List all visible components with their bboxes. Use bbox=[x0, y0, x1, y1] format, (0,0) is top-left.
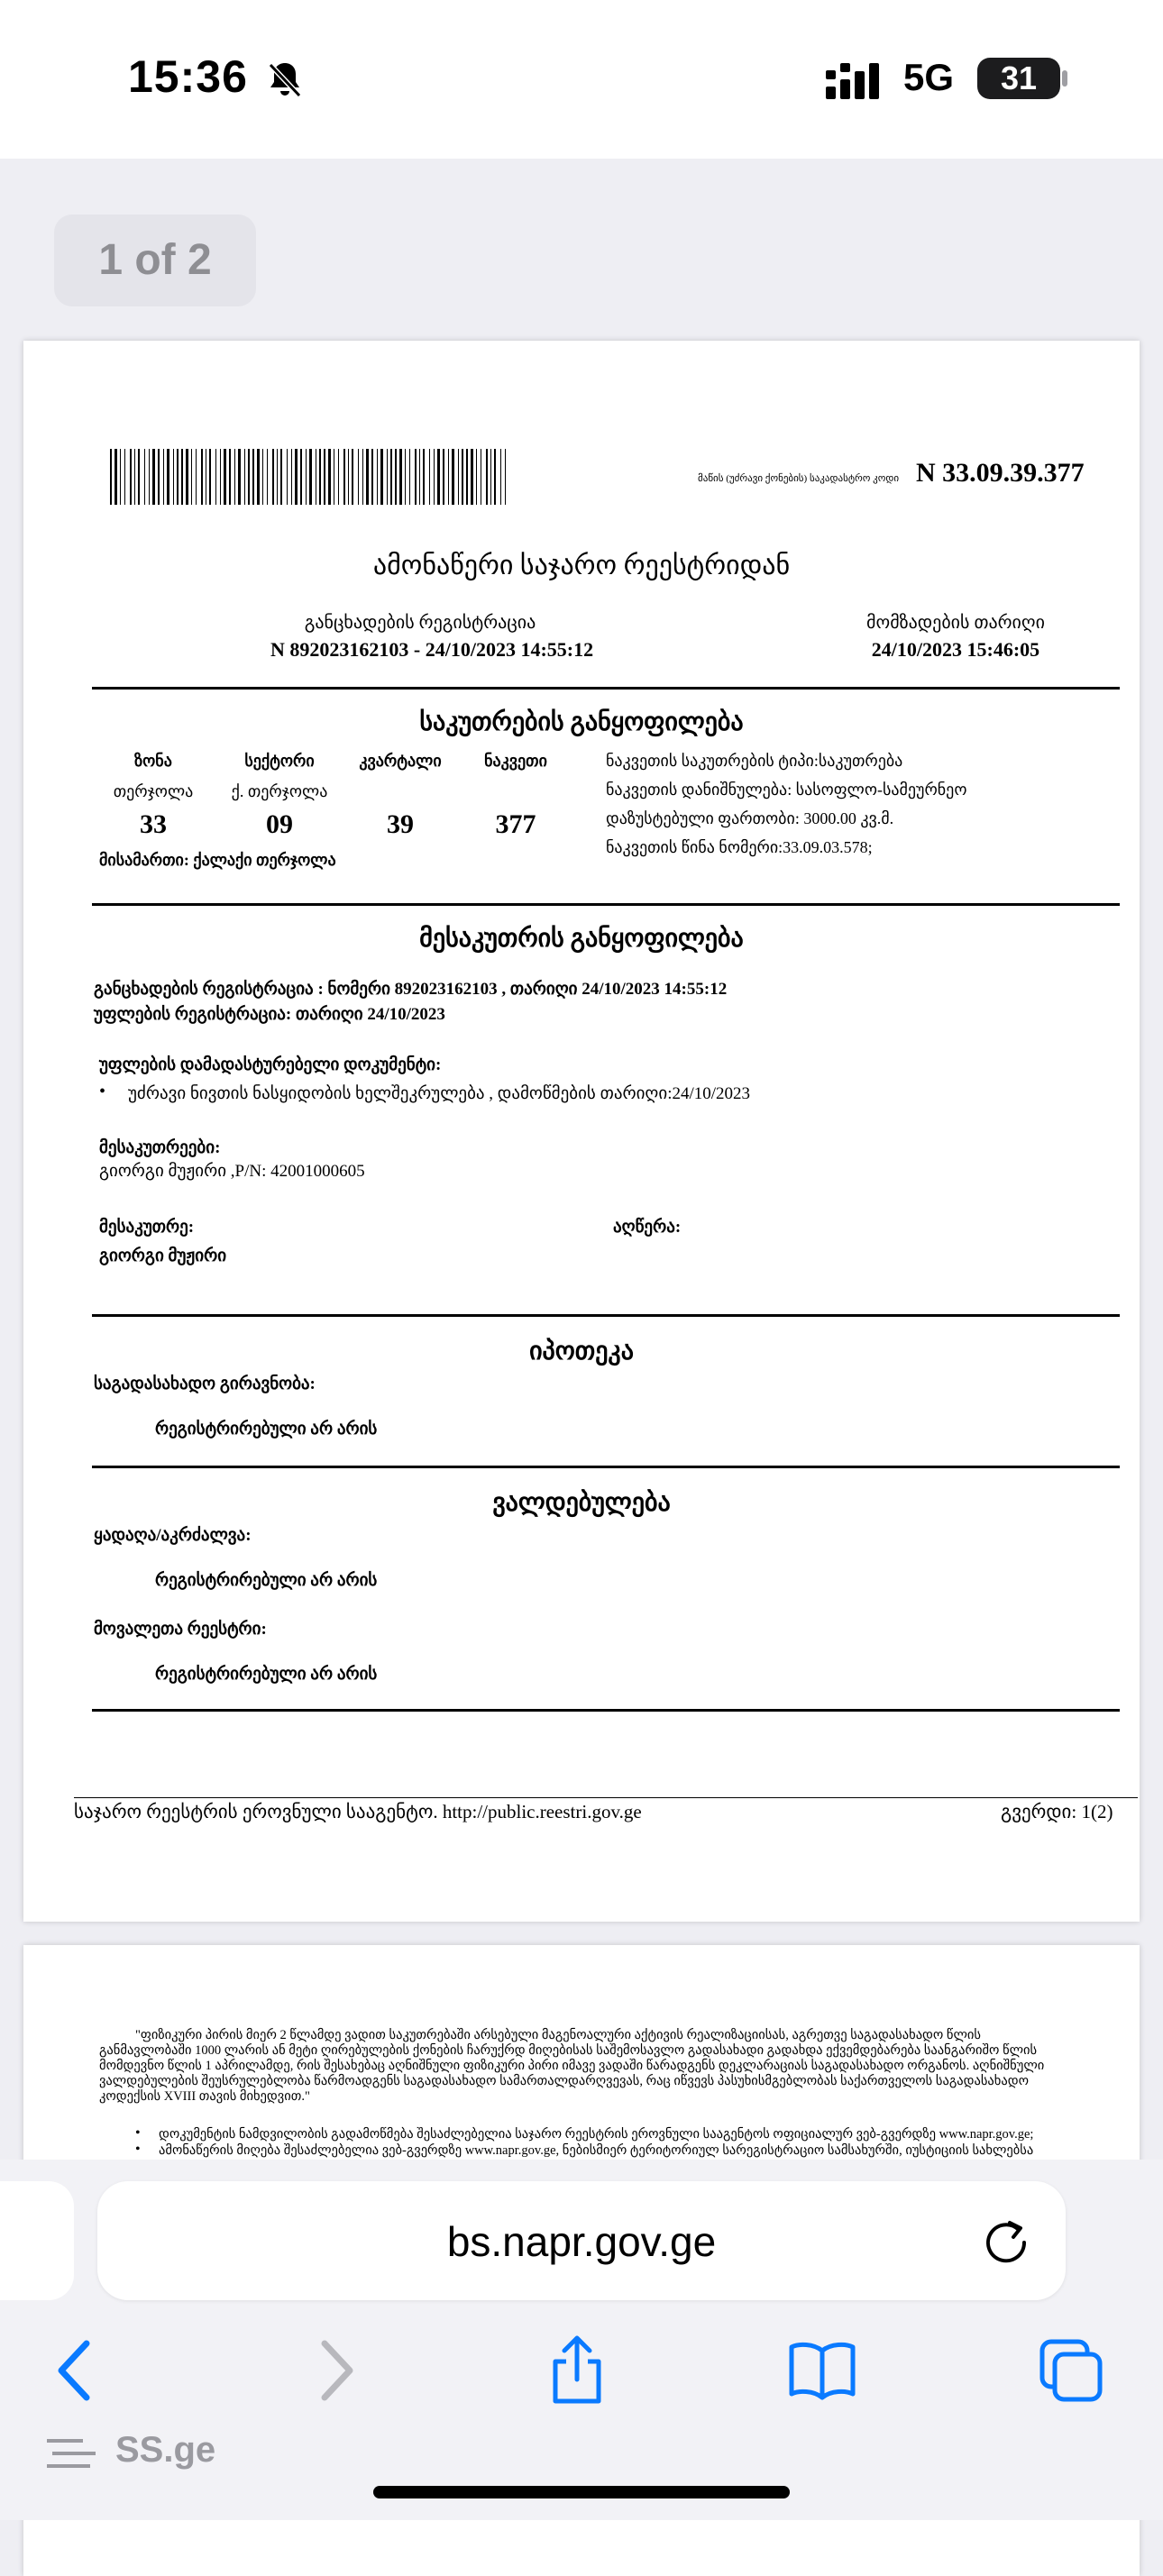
prepared-value: 24/10/2023 15:46:05 bbox=[871, 638, 1040, 661]
tax-lien-label: საგადასახადო გირავნობა: bbox=[94, 1375, 316, 1393]
bullet-dot: • bbox=[135, 2125, 141, 2141]
col-parcel: ნაკვეთი bbox=[484, 752, 547, 770]
application-label: განცხადების რეგისტრაცია bbox=[304, 613, 536, 633]
application-value: N 892023162103 - 24/10/2023 14:55:12 bbox=[270, 638, 594, 661]
home-indicator bbox=[373, 2486, 790, 2498]
battery-cap bbox=[1062, 70, 1067, 87]
divider bbox=[92, 687, 1120, 690]
zone-number: 33 bbox=[140, 809, 167, 839]
sector-name: ქ. თერჯოლა bbox=[231, 782, 328, 800]
network-type: 5G bbox=[903, 56, 955, 98]
document-item: უძრავი ნივთის ნასყიდობის ხელშეკრულება , დამოწმების თარიღი:24/10/2023 bbox=[128, 1084, 751, 1103]
status-bar bbox=[0, 0, 1163, 159]
seizure-label: ყადაღა/აკრძალვა: bbox=[94, 1526, 252, 1545]
address-bar[interactable] bbox=[97, 2181, 1066, 2300]
zone-name: თერჯოლა bbox=[113, 782, 194, 800]
cadastral-code: N 33.09.39.377 bbox=[916, 458, 1085, 488]
mortgage-section-heading: იპოთეკა bbox=[529, 1338, 634, 1366]
owner-application: განცხადების რეგისტრაცია : ნომერი 892023162103 , თარიღი 24/10/2023 14:55:12 bbox=[94, 980, 728, 999]
debtors-label: მოვალეთა რეესტრი: bbox=[94, 1620, 267, 1639]
col-sector: სექტორი bbox=[244, 752, 315, 770]
owners-label: მესაკუთრეები: bbox=[99, 1138, 221, 1157]
bullet-dot: • bbox=[99, 1082, 106, 1101]
page-indicator: 1 of 2 bbox=[54, 215, 256, 306]
ownership-section-heading: საკუთრების განყოფილება bbox=[419, 708, 744, 736]
watermark-text: SS.ge bbox=[115, 2430, 216, 2470]
divider bbox=[92, 1709, 1120, 1712]
document-title: ამონაწერი საჯარო რეესტრიდან bbox=[372, 551, 791, 580]
parcel-purpose: ნაკვეთის დანიშნულება: სასოფლო-სამეურნეო bbox=[606, 781, 967, 799]
divider bbox=[92, 1466, 1120, 1468]
parcel-number: 377 bbox=[495, 809, 536, 839]
divider bbox=[92, 903, 1120, 906]
document-label: უფლების დამადასტურებელი დოკუმენტი: bbox=[99, 1055, 442, 1074]
prepared-label: მომზადების თარიღი bbox=[866, 613, 1045, 633]
footer-divider bbox=[74, 1797, 1138, 1798]
obligation-section-heading: ვალდებულება bbox=[492, 1489, 671, 1517]
bullet-dot: • bbox=[135, 2142, 141, 2157]
footer-page-number: გვერდი: 1(2) bbox=[1001, 1801, 1113, 1822]
description-label: აღწერა: bbox=[613, 1218, 682, 1237]
barcode bbox=[110, 449, 510, 505]
col-zone: ზონა bbox=[134, 752, 172, 770]
block-number: 39 bbox=[387, 809, 414, 839]
share-icon[interactable] bbox=[541, 2334, 613, 2407]
back-icon[interactable] bbox=[41, 2334, 114, 2407]
menu-lines-icon bbox=[47, 2437, 101, 2470]
page2-paragraph: "ფიზიკური პირის მიერ 2 წლამდე ვადით საკუთრებაში არსებული მაგენოალური აქტივის რეალიზაციისას, აგრეთვე საგადასახადო წლის განმავლობაში 1000 ლარის ან მეტი ღირებულების ქონების ჩარუქრდ მიღებისას საშემოსავლო გადასახადი გადახდა ექვემდებარება საანგარიშო წლის მომდევნო წლის 1 აპრილამდე, რის შესახებაც აღნიშნული ფიზიკური პირი იმავე ვადაში წარადგენს დეკლარაციას საგადასახადო ორგანოს. აღნიშნული ვალდებულების შეუსრულებლობა წარმოადგენს საგადასახადო სამართალდარღვევას, რაც იწვევს პასუხისმგებლობას საქართველოს საგადასახადო კოდექსის XVIII თავის მიხედვით." bbox=[99, 2028, 1045, 2104]
page2-bullet-1: დოკუმენტის ნამდვილობის გადამოწმება შესაძლებელია საჯარო რეესტრის ეროვნული სააგენტოს ოფიციალურ ვებ-გვერდზე www.napr.gov.ge; bbox=[159, 2127, 1034, 2142]
address: მისამართი: ქალაქი თერჯოლა bbox=[99, 851, 336, 869]
page2-bullet-2: ამონაწერის მიღება შესაძლებელია ვებ-გვერდზე www.napr.gov.ge, ნებისმიერ ტერიტორიულ სარეგისტრაციო სამსახურში, იუსტიციის სახლებსა bbox=[159, 2143, 1034, 2158]
owners-value: გიორგი მუჟირი ,P/N: 42001000605 bbox=[99, 1162, 365, 1181]
bell-slash-icon bbox=[263, 58, 307, 101]
tax-lien-value: რეგისტრირებული არ არის bbox=[155, 1420, 378, 1439]
sector-number: 09 bbox=[266, 809, 293, 839]
bookmarks-icon[interactable] bbox=[786, 2334, 858, 2407]
status-time: 15:36 bbox=[128, 51, 248, 102]
owner-value: გიორგი მუჟირი bbox=[99, 1247, 227, 1265]
cellular-signal-icon bbox=[826, 61, 889, 99]
seizure-value: რეგისტრირებული არ არის bbox=[155, 1571, 378, 1590]
barcode-caption: მაწის (უძრავი ქონების) საკადასტრო კოდი bbox=[698, 473, 900, 484]
previous-tab-pill[interactable] bbox=[0, 2181, 74, 2300]
col-block: კვარტალი bbox=[359, 752, 442, 770]
divider bbox=[92, 1314, 1120, 1317]
parcel-area: დაზუსტებული ფართობი: 3000.00 კვ.მ. bbox=[606, 809, 894, 827]
document-page-1 bbox=[23, 341, 1140, 1922]
forward-icon[interactable] bbox=[298, 2334, 370, 2407]
right-registration: უფლების რეგისტრაცია: თარიღი 24/10/2023 bbox=[94, 1005, 445, 1024]
owner-label: მესაკუთრე: bbox=[99, 1218, 195, 1237]
battery-icon: 31 bbox=[977, 58, 1060, 99]
ownership-type: ნაკვეთის საკუთრების ტიპი:საკუთრება bbox=[606, 752, 903, 770]
debtors-value: რეგისტრირებული არ არის bbox=[155, 1665, 378, 1684]
footer-agency: საჯარო რეესტრის ეროვნული სააგენტო. http://public.reestri.gov.ge bbox=[74, 1801, 642, 1822]
previous-number: ნაკვეთის წინა ნომერი:33.09.03.578; bbox=[606, 838, 873, 856]
url-text[interactable]: bs.napr.gov.ge bbox=[446, 2218, 717, 2265]
owner-section-heading: მესაკუთრის განყოფილება bbox=[419, 925, 744, 953]
tabs-icon[interactable] bbox=[1035, 2334, 1107, 2407]
reload-icon[interactable] bbox=[977, 2212, 1035, 2270]
